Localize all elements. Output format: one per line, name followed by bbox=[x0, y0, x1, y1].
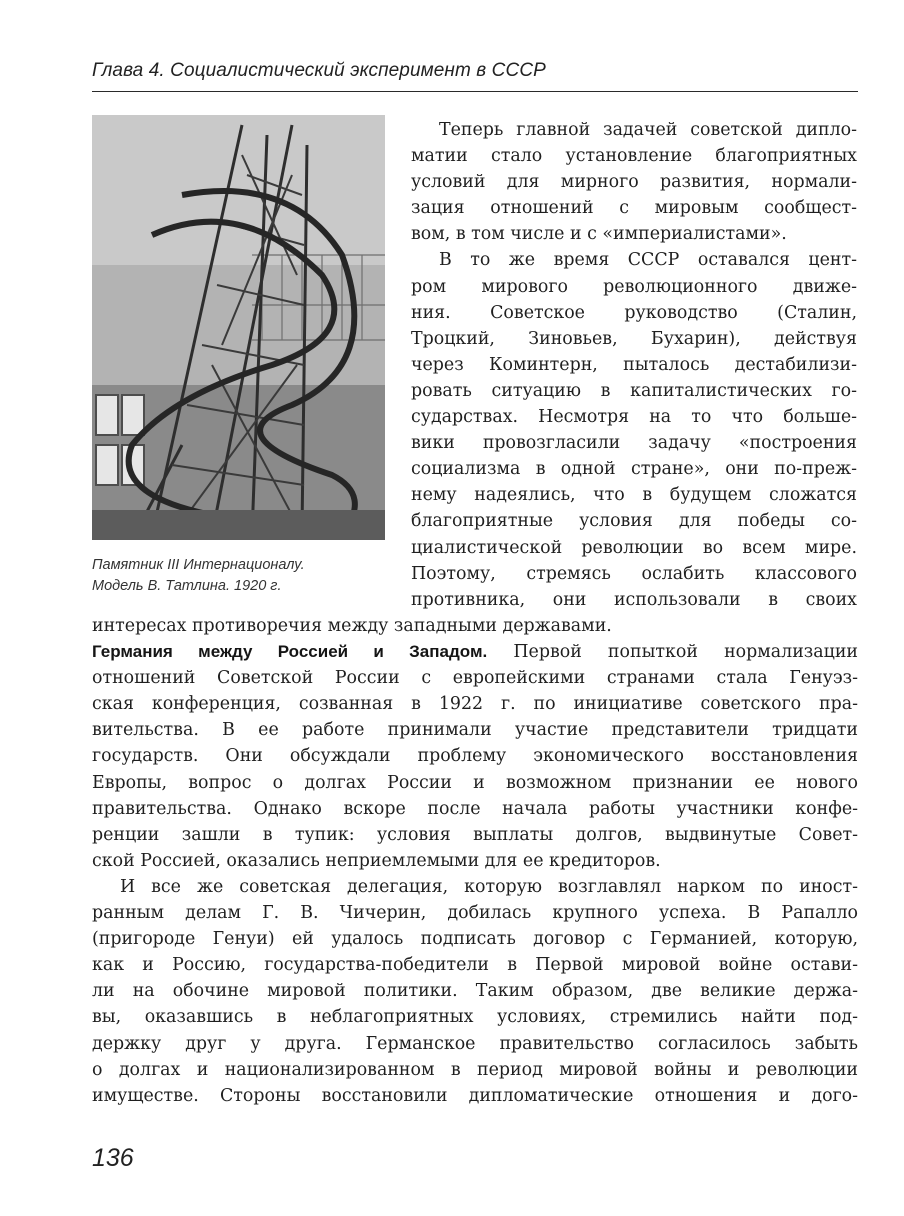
text-line: Троцкий, Зиновьев, Бухарин), действуя bbox=[411, 328, 857, 349]
text-line: Поэтому, стремясь ослабить классового bbox=[411, 563, 857, 584]
figure-caption bbox=[92, 555, 392, 597]
text-line: правительства. Однако вскоре после начала работы участники конфе- bbox=[92, 798, 858, 819]
page-number: 136 bbox=[92, 1144, 134, 1172]
tatlin-tower-photo bbox=[92, 115, 385, 540]
text-line: ровать ситуацию в капиталистических го- bbox=[411, 380, 857, 401]
text-line: благоприятные условия для победы со- bbox=[411, 511, 857, 532]
text-line: государств. Они обсуждали проблему экономического восстановления bbox=[92, 746, 858, 767]
text-line: матии стало установление благоприятных bbox=[411, 146, 857, 167]
text-run: Первой попыткой нормализации bbox=[487, 642, 859, 663]
text-line: нему надеялись, что в будущем сложатся bbox=[411, 485, 857, 506]
text-line: Теперь главной задачей советской дипло- bbox=[439, 120, 857, 140]
text-line: имуществе. Стороны восстановили дипломатические отношения и дого- bbox=[92, 1085, 858, 1106]
text-line: Европы, вопрос о долгах России и возможном признании ее нового bbox=[92, 772, 858, 793]
text-line: ранным делам Г. В. Чичерин, добилась крупного успеха. В Рапалло bbox=[92, 903, 858, 924]
text-line: В то же время СССР оставался цент- bbox=[439, 250, 857, 271]
text-line: через Коминтерн, пыталось дестабилизи- bbox=[411, 354, 857, 375]
text-line: противника, они использовали в своих bbox=[411, 589, 857, 610]
text-line: отношений Советской России с европейскими странами стала Генуэз- bbox=[92, 668, 858, 689]
text-line: социализма в одной стране», они по-преж- bbox=[411, 459, 857, 480]
text-line: вом, в том числе и с «империалистами». bbox=[411, 224, 787, 245]
section-heading: Германия между Россией и Западом. bbox=[92, 642, 488, 662]
text-line: о долгах и национализированном в период мировой войны и революции bbox=[92, 1059, 858, 1080]
text-line: вики провозгласили задачу «построения bbox=[411, 433, 857, 454]
side-column-text bbox=[411, 117, 857, 613]
text-line: ром мирового революционного движе- bbox=[411, 276, 857, 297]
text-line: (пригороде Генуи) ей удалось подписать договор с Германией, которую, bbox=[92, 929, 858, 950]
text-line: как и Россию, государства-победители в Первой мировой войне остави- bbox=[92, 955, 858, 976]
section-first-line bbox=[92, 639, 858, 665]
text-line: вительства. В ее работе принимали участие представители тридцати bbox=[92, 720, 858, 741]
text-line: циалистической революции во всем мире. bbox=[411, 537, 857, 558]
text-line: ренции зашли в тупик: условия выплаты долгов, выдвинутые Совет- bbox=[92, 824, 858, 845]
text-line: сударствах. Несмотря на то что больше- bbox=[411, 407, 857, 428]
caption-line: Модель В. Татлина. 1920 г. bbox=[92, 578, 282, 594]
text-line: зация отношений с мировым сообщест- bbox=[411, 198, 857, 219]
running-head: Глава 4. Социалистический эксперимент в СССР bbox=[92, 60, 546, 81]
text-line: ли на обочине мировой политики. Таким образом, две великие держа- bbox=[92, 981, 858, 1002]
text-line: ская конференция, созванная в 1922 г. по инициативе советского пра- bbox=[92, 694, 858, 715]
caption-line: Памятник III Интернационалу. bbox=[92, 557, 305, 573]
header-rule bbox=[92, 91, 858, 92]
text-line: условий для мирного развития, нормали- bbox=[411, 172, 857, 193]
text-line: вы, оказавшись в неблагоприятных условиях, стремились найти под- bbox=[92, 1007, 858, 1028]
text-line: интересах противоречия между западными державами. bbox=[92, 616, 612, 636]
text-line: держку друг у друга. Германское правительство согласилось забыть bbox=[92, 1033, 858, 1054]
text-line: ния. Советское руководство (Сталин, bbox=[411, 302, 857, 323]
text-line: И все же советская делегация, которую возглавлял нарком по иност- bbox=[120, 876, 858, 897]
text-line: ской Россией, оказались неприемлемыми для ее кредиторов. bbox=[92, 850, 661, 871]
main-text bbox=[92, 613, 858, 1109]
